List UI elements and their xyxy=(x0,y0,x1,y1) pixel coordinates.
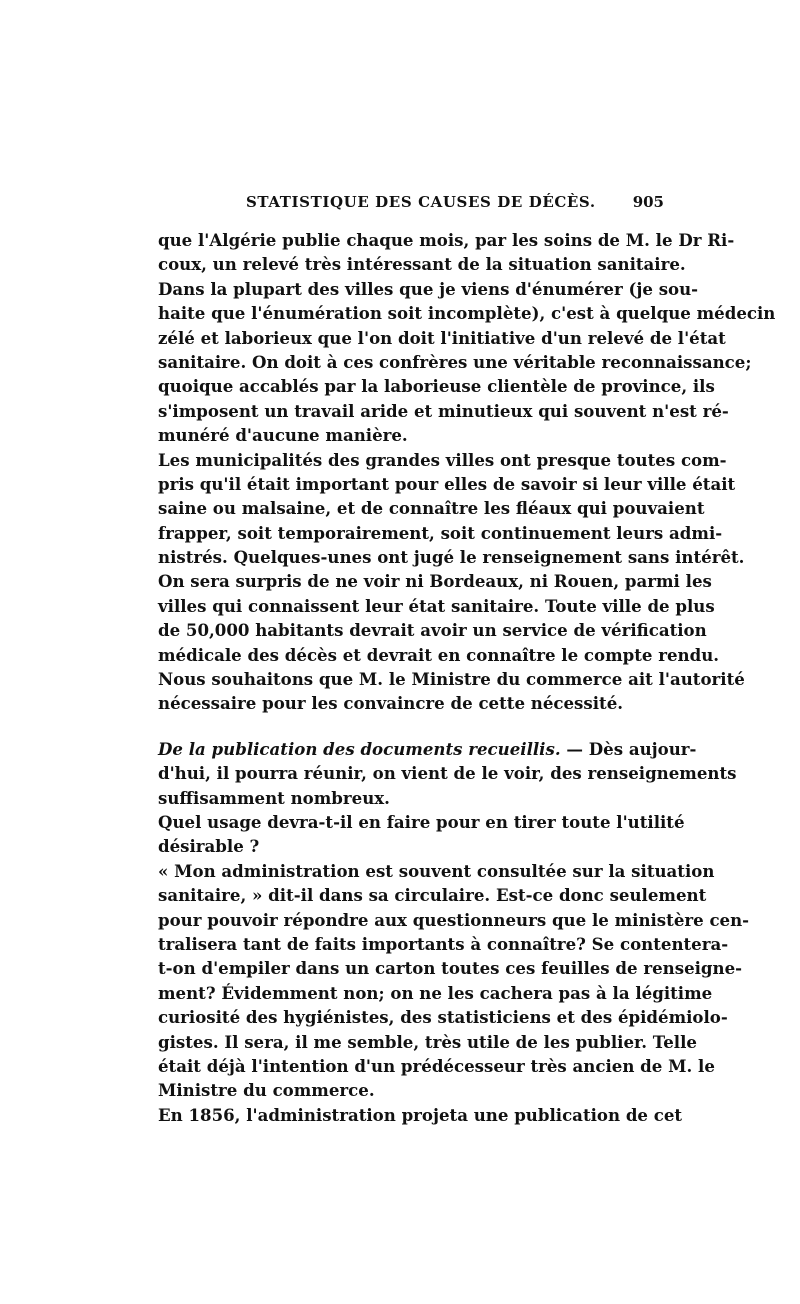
text-line: désirable ? xyxy=(158,836,260,857)
text-line: frapper, soit temporairement, soit continuement leurs admi- xyxy=(158,522,723,543)
text-line: munéré d'aucune manière. xyxy=(158,425,408,446)
paragraph-1 xyxy=(158,228,735,277)
text-line: Nous souhaitons que M. le Ministre du commerce ait l'autorité xyxy=(158,669,745,690)
text-line: Ministre du commerce. xyxy=(158,1080,375,1101)
text-line: curiosité des hygiénistes, des statisticiens et des épidémiolo- xyxy=(158,1007,728,1028)
text-line: haite que l'énumération soit incomplète), c'est à quelque médecin xyxy=(158,303,776,324)
paragraph-2 xyxy=(158,277,776,448)
paragraph-7 xyxy=(158,1103,683,1127)
page-number: 905 xyxy=(632,193,664,211)
paragraph-3 xyxy=(158,448,745,716)
text-line: Dans la plupart des villes que je viens d'énumérer (je sou- xyxy=(158,278,699,299)
text-line: villes qui connaissent leur état sanitaire. Toute ville de plus xyxy=(158,595,715,616)
text-line: d'hui, il pourra réunir, on vient de le voir, des renseignements xyxy=(158,763,737,784)
text-line: En 1856, l'administration projeta une publication de cet xyxy=(158,1104,683,1125)
text-line: médicale des décès et devrait en connaître le compte rendu. xyxy=(158,644,720,665)
text-line: « Mon administration est souvent consultée sur la situation xyxy=(158,860,715,881)
text-line: quoique accablés par la laborieuse clientèle de province, ils xyxy=(158,376,715,397)
paragraph-5 xyxy=(158,810,685,859)
section-heading: De la publication des documents recueillis. xyxy=(158,738,561,759)
text-line: était déjà l'intention d'un prédécesseur très ancien de M. le xyxy=(158,1055,715,1076)
text-line: pour pouvoir répondre aux questionneurs que le ministère cen- xyxy=(158,909,750,930)
running-title: STATISTIQUE DES CAUSES DE DÉCÈS. xyxy=(246,193,596,211)
text-line: t-on d'empiler dans un carton toutes ces feuilles de renseigne- xyxy=(158,958,743,979)
text-line: s'imposent un travail aride et minutieux qui souvent n'est ré- xyxy=(158,400,729,421)
text-line: zélé et laborieux que l'on doit l'initiative d'un relevé de l'état xyxy=(158,327,726,348)
text-line: nistrés. Quelques-unes ont jugé le renseignement sans intérêt. xyxy=(158,547,745,568)
text-line: saine ou malsaine, et de connaître les fléaux qui pouvaient xyxy=(158,498,705,519)
text-line: tralisera tant de faits importants à connaître? Se contentera- xyxy=(158,933,729,954)
text-line: sanitaire. On doit à ces confrères une véritable reconnaissance; xyxy=(158,351,752,372)
section-gap xyxy=(158,716,666,737)
text-line: de 50,000 habitants devrait avoir un service de vérification xyxy=(158,620,707,641)
text-line: Les municipalités des grandes villes ont presque toutes com- xyxy=(158,449,727,470)
text-line: ment? Évidemment non; on ne les cachera pas à la légitime xyxy=(158,982,713,1003)
text-line: coux, un relevé très intéressant de la situation sanitaire. xyxy=(158,254,686,275)
page-body xyxy=(158,228,776,1127)
text-line: que l'Algérie publie chaque mois, par les soins de M. le Dr Ri- xyxy=(158,230,735,250)
text-line: pris qu'il était important pour elles de savoir si leur ville était xyxy=(158,473,736,494)
paragraph-4 xyxy=(158,737,737,810)
text-line: nécessaire pour les convaincre de cette nécessité. xyxy=(158,693,624,714)
text-line xyxy=(158,737,697,761)
heading-continuation: — Dès aujour- xyxy=(560,738,697,759)
text-line: On sera surpris de ne voir ni Bordeaux, ni Rouen, parmi les xyxy=(158,571,712,592)
paragraph-6 xyxy=(158,859,750,1103)
text-line: Quel usage devra-t-il en faire pour en tirer toute l'utilité xyxy=(158,811,685,832)
text-line: gistes. Il sera, il me semble, très utile de les publier. Telle xyxy=(158,1031,697,1052)
page-header xyxy=(158,193,666,219)
text-line: sanitaire, » dit-il dans sa circulaire. Est-ce donc seulement xyxy=(158,885,707,906)
text-line: suffisamment nombreux. xyxy=(158,787,390,808)
